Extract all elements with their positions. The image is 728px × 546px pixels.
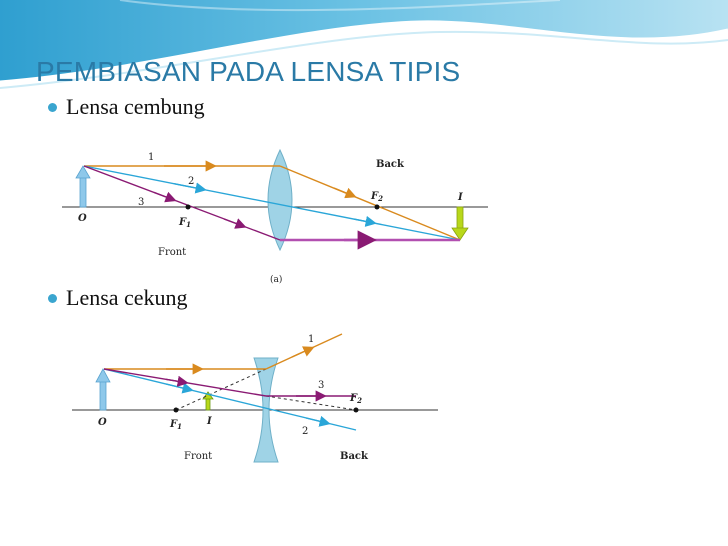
bullet-label: Lensa cembung (66, 94, 205, 119)
region-front-label: Front (184, 451, 213, 462)
slide-title: PEMBIASAN PADA LENSA TIPIS (36, 56, 461, 87)
focal-label-f2: $F_2$ (371, 191, 383, 203)
ray-label-1: 1 (308, 334, 315, 345)
convex-lens-diagram (54, 128, 496, 286)
ray-label-2: 2 (188, 176, 195, 187)
image-label: I (458, 192, 463, 203)
bullet-dot-icon (48, 294, 57, 303)
ray-label-3: 3 (138, 197, 145, 208)
ray-label-3: 3 (318, 380, 325, 391)
focal-point-f1 (186, 205, 191, 210)
bullet-dot-icon (48, 103, 57, 112)
region-back-label: Back (340, 451, 368, 462)
ray-label-1: 1 (148, 152, 155, 163)
bullet-label: Lensa cekung (66, 285, 188, 310)
focal-point-f2 (375, 205, 380, 210)
object-label: O (78, 213, 87, 224)
figure-caption: (a) (270, 275, 283, 285)
focal-label-f1: $F_1$ (170, 419, 182, 431)
focal-label-f2: $F_2$ (350, 393, 362, 405)
bullet-item-concave (48, 285, 188, 311)
image-label: I (207, 416, 212, 427)
object-label: O (98, 417, 107, 428)
region-back-label: Back (376, 159, 404, 170)
bullet-item-convex (48, 94, 205, 120)
focal-label-f1: $F_1$ (179, 217, 191, 229)
concave-lens-diagram (56, 328, 446, 486)
focal-point-f2 (354, 408, 359, 413)
focal-point-f1 (174, 408, 179, 413)
region-front-label: Front (158, 247, 187, 258)
ray-label-2: 2 (302, 426, 309, 437)
